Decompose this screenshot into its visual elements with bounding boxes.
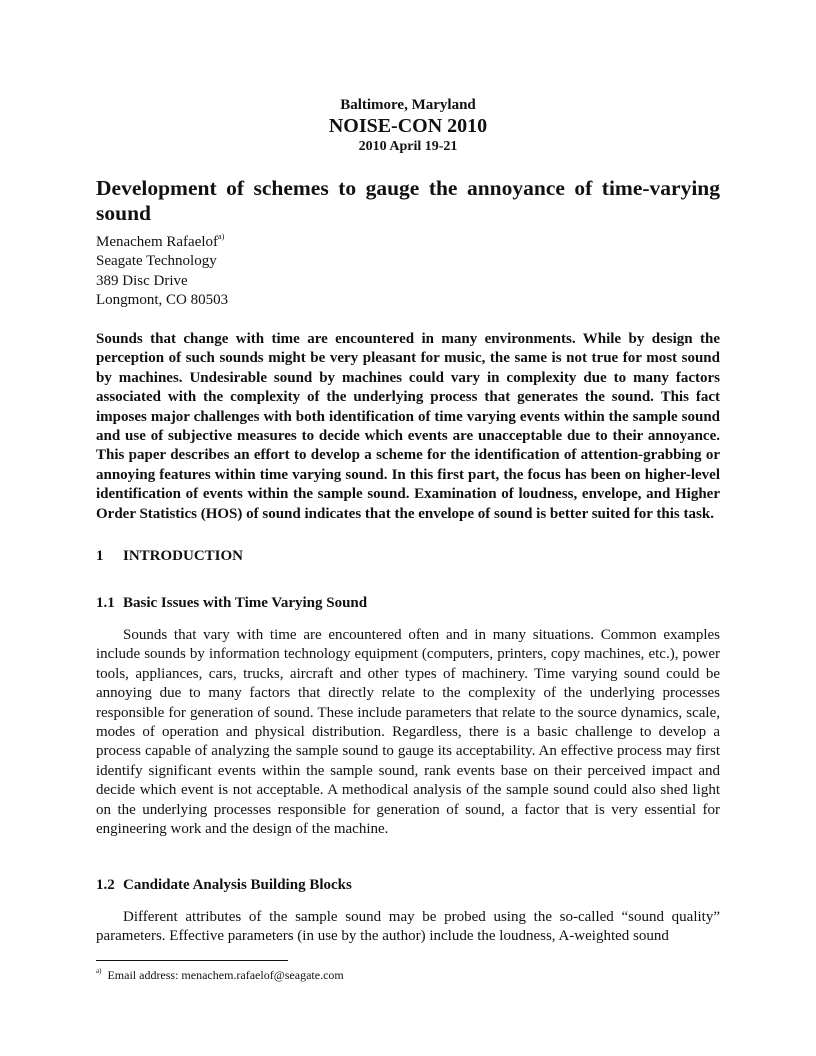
author-line — [96, 233, 720, 252]
conference-location: Baltimore, Maryland — [340, 97, 476, 113]
paragraph-building-blocks: Different attributes of the sample sound may be probed using the so-called “sound quality” parameters. Effective parameters (in use by the author) include the loudness, A-weighted sound — [96, 909, 720, 945]
section-title: INTRODUCTION — [123, 548, 244, 564]
subsection-number: 1.2 — [96, 877, 115, 893]
conference-header — [96, 96, 720, 155]
subsection-number: 1.1 — [96, 595, 115, 611]
author-street: 389 Disc Drive — [96, 272, 188, 289]
abstract: Sounds that change with time are encountered in many environments. While by design the perception of such sounds might be very pleasant for music, the same is not true for most sound by machines. Undesirable sound by machines could vary in complexity due to many factors associated with the complexity of the underlying process that generates the sound. This fact imposes major challenges with both identification of time varying events within the sample sound and use of subjective measures to decide which events are unacceptable due to their annoyance. This paper describes an effort to develop a scheme for the identification of attention-grabbing or annoying features within time varying sound. In this first part, the focus has been on higher-level identification of events within the sample sound. Examination of loudness, envelope, and Higher Order Statistics (HOS) of sound indicates that the envelope of sound is better suited for this task. — [96, 331, 720, 522]
footnote-mark: a) — [96, 967, 102, 975]
author-city: Longmont, CO 80503 — [96, 291, 229, 308]
author-name: Menachem Rafaelof — [96, 234, 219, 250]
section-heading-introduction — [96, 547, 243, 566]
subsection-title: Candidate Analysis Building Blocks — [123, 877, 352, 893]
author-footnote-mark: a) — [218, 232, 225, 241]
footnote — [96, 968, 344, 983]
subsection-heading-basic-issues — [96, 594, 367, 613]
author-affiliation: Seagate Technology — [96, 253, 217, 270]
subsection-title: Basic Issues with Time Varying Sound — [123, 595, 368, 611]
author-block — [96, 233, 720, 310]
conference-name: NOISE-CON 2010 — [328, 115, 488, 137]
footnote-email: Email address: menachem.rafaelof@seagate.com — [107, 968, 344, 982]
paper-title: Development of schemes to gauge the annoyance of time-varying sound — [96, 176, 720, 225]
paragraph-basic-issues: Sounds that vary with time are encountered often and in many situations. Common examples include sounds by information technology equipment (computers, printers, copy machines, etc.), power tools, appliances, cars, trucks, aircraft and other types of machinery. Time varying sound could be annoying due to many factors that directly relate to the complexity of the underlying processes responsible for generation of sound. These include parameters that relate to the source dynamics, scale, modes of operation and physical distribution. Regardless, there is a basic challenge to develop a process capable of analyzing the sample sound to gauge its acceptability. An effective process may first identify significant events within the sample sound, rank events base on their perceived impact and decide which event is not acceptable. A methodical analysis of the sample sound could also shed light on the underlying processes responsible for generation of sound, a factor that is very essential for engineering work and the design of the machine. — [96, 627, 720, 838]
conference-date: 2010 April 19-21 — [358, 139, 458, 154]
subsection-heading-building-blocks — [96, 876, 352, 895]
section-number: 1 — [96, 548, 104, 564]
footnote-divider — [96, 960, 288, 961]
